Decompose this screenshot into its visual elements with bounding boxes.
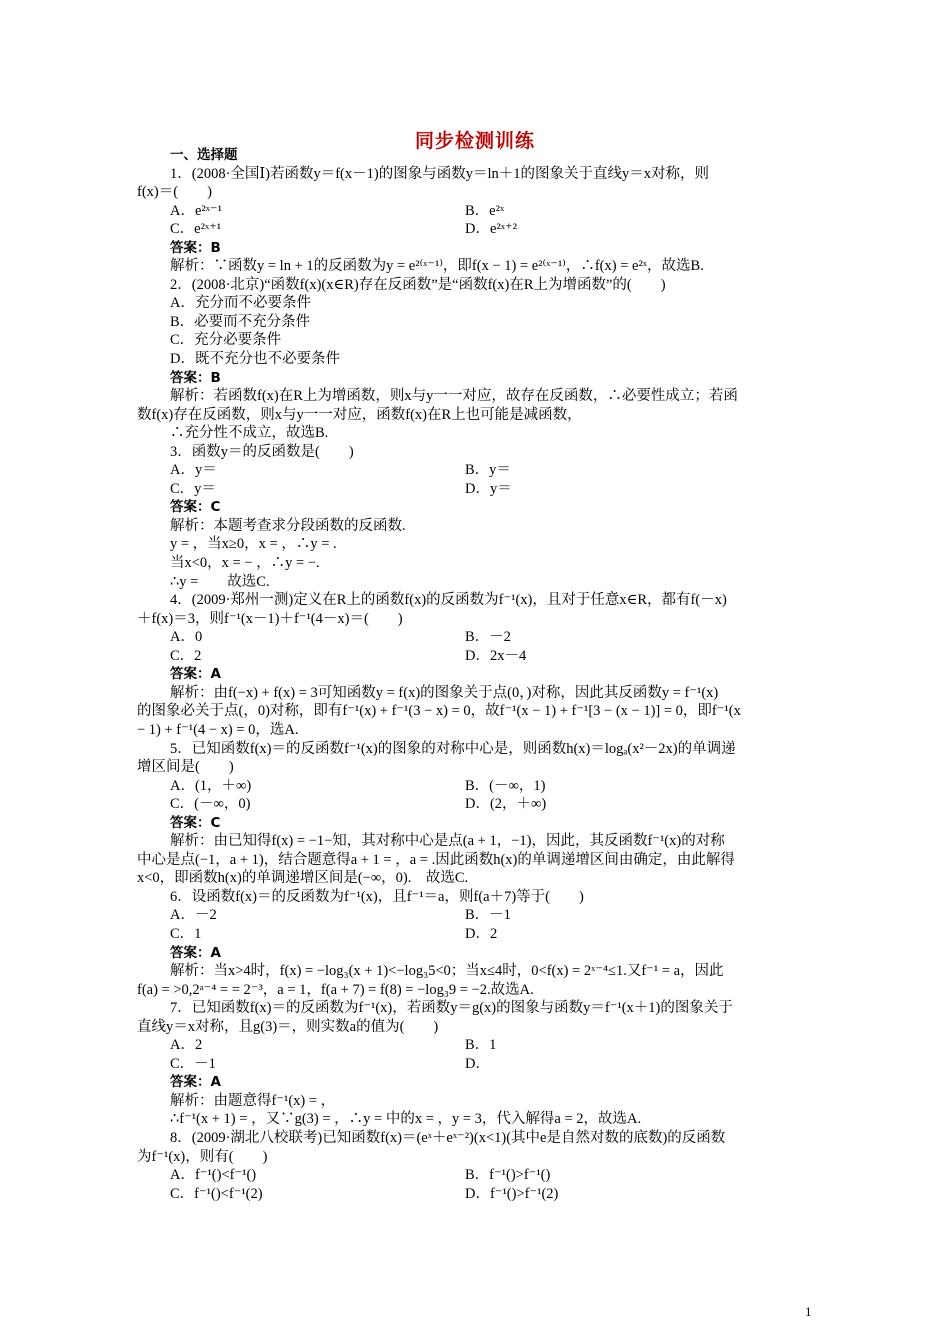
text-line: 当x<0，x = − ，∴y = −. xyxy=(170,555,320,572)
option-row xyxy=(137,906,813,925)
option-left: C．(－∞，0) xyxy=(170,796,251,813)
option-row xyxy=(137,1055,813,1074)
option-left: C．f⁻¹()<f⁻¹(2) xyxy=(170,1185,263,1202)
text-line: 4．(2009·郑州一测)定义在R上的函数f(x)的反函数为f⁻¹(x)，且对于任意x∈R，都有f(－x) xyxy=(170,592,727,609)
text-line: f(x)＝( ) xyxy=(137,184,212,201)
option-left: C．e²ˣ⁺¹ xyxy=(170,221,222,238)
option-right: B．－1 xyxy=(465,907,511,924)
option-right: D．2x－4 xyxy=(465,647,527,664)
option-left: C．y＝ xyxy=(170,480,216,497)
option-row xyxy=(137,925,813,944)
option-row xyxy=(137,480,813,499)
section-heading: 一、选择题 xyxy=(170,147,238,163)
text-line: 解析：当x>4时，f(x) = −log₃(x + 1)<−log₃5<0；当x≤4时，0<f(x) = 2ˣ⁻⁴≤1.又f⁻¹ = a，因此 xyxy=(170,963,724,980)
text-line: D．既不充分也不必要条件 xyxy=(170,351,340,368)
option-right: B．f⁻¹()>f⁻¹() xyxy=(465,1167,551,1184)
option-right: D．y＝ xyxy=(465,480,512,497)
option-right: D．e²ˣ⁺² xyxy=(465,221,517,238)
text-line: 8．(2009·湖北八校联考)已知函数f(x)＝(eˣ＋eˣ⁻²)(x<1)(其中e是自然对数的底数)的反函数 xyxy=(170,1129,726,1146)
text-line: 数f(x)存在反函数，则x与y一一对应，函数f(x)在R上也可能是减函数， xyxy=(137,406,582,423)
text-line: 中心是点(−1，a + 1)，结合题意得a + 1 = ，a = .因此函数h(x)的单调递增区间由确定，由此解得 xyxy=(137,851,735,868)
text-line: 为f⁻¹(x)，则有( ) xyxy=(137,1148,268,1165)
page-title: 同步检测训练 xyxy=(414,130,535,152)
text-line: y = ，当x≥0，x = ，∴y = . xyxy=(170,536,337,553)
option-left: A．f⁻¹()<f⁻¹() xyxy=(170,1167,257,1184)
answer-line: 答案：A xyxy=(170,666,221,683)
option-left: A．(1，＋∞) xyxy=(170,777,252,794)
option-right: D． xyxy=(465,1055,490,1072)
option-right: B．e²ˣ xyxy=(465,202,505,219)
text-line: 5．已知函数f(x)＝的反函数f⁻¹(x)的图象的对称中心是，则函数h(x)＝logₐ(x²－2x)的单调递 xyxy=(170,740,736,757)
text-line: B．必要而不充分条件 xyxy=(170,313,311,330)
text-line: A．充分而不必要条件 xyxy=(170,295,311,312)
text-line: 直线y＝x对称，且g(3)＝，则实数a的值为( ) xyxy=(137,1018,439,1035)
text-line: ∴f⁻¹(x + 1) = ，又∵g(3) = ，∴y = 中的x = ，y = 3，代入解得a = 2，故选A. xyxy=(170,1111,642,1128)
option-left: A．0 xyxy=(170,629,203,646)
option-row xyxy=(137,1185,813,1204)
option-row xyxy=(137,1036,813,1055)
text-line: 7．已知函数f(x)＝的反函数为f⁻¹(x)，若函数y＝g(x)的图象与函数y＝f⁻¹(x＋1)的图象关于 xyxy=(170,1000,733,1017)
option-row xyxy=(137,220,813,239)
option-right: B．y＝ xyxy=(465,462,511,479)
text-line: 3．函数y＝的反函数是( ) xyxy=(170,443,354,460)
option-right: B．(－∞，1) xyxy=(465,777,546,794)
option-left: A．e²ˣ⁻¹ xyxy=(170,202,222,219)
text-line: f(a) = >0,2ᵃ⁻⁴ = = 2⁻³，a = 1，f(a + 7) = f(8) = −log₃9 = −2.故选A. xyxy=(137,981,534,998)
option-left: A．－2 xyxy=(170,907,217,924)
text-line: ∴y = 故选C. xyxy=(170,573,270,590)
document-body xyxy=(137,146,813,1203)
answer-line: 答案：B xyxy=(170,239,221,256)
text-line: ＋f(x)＝3，则f⁻¹(x－1)＋f⁻¹(4－x)＝( ) xyxy=(137,610,403,627)
option-right: B．1 xyxy=(465,1037,497,1054)
text-line: x<0，即函数h(x)的单调递增区间是(−∞，0). 故选C. xyxy=(137,870,469,887)
option-row xyxy=(137,647,813,666)
text-line: 解析：∵函数y = ln + 1的反函数为y = e²⁽ˣ⁻¹⁾，即f(x − 1) = e²⁽ˣ⁻¹⁾，∴f(x) = e²ˣ，故选B. xyxy=(170,258,704,275)
answer-line: 答案：B xyxy=(170,369,221,386)
text-line: 解析：由已知得f(x) = −1−知，其对称中心是点(a + 1，−1)，因此，其反函数f⁻¹(x)的对称 xyxy=(170,833,725,850)
text-line: C．充分必要条件 xyxy=(170,332,282,349)
option-left: C．2 xyxy=(170,647,202,664)
text-line: 的图象必关于点(，0)对称，即有f⁻¹(x) + f⁻¹(3 − x) = 0，故f⁻¹(x − 1) + f⁻¹[3 − (x − 1)] = 0，即f⁻¹(x xyxy=(137,703,741,720)
option-row xyxy=(137,628,813,647)
answer-line: 答案：C xyxy=(170,814,221,831)
text-line: 解析：若函数f(x)在R上为增函数，则x与y一一对应，故存在反函数，∴必要性成立；若函 xyxy=(170,388,738,405)
text-line: 1．(2008·全国Ⅰ)若函数y＝f(x－1)的图象与函数y＝ln＋1的图象关于直线y＝x对称，则 xyxy=(170,165,709,182)
option-row xyxy=(137,1166,813,1185)
answer-line: 答案：A xyxy=(170,1074,221,1091)
answer-line: 答案：A xyxy=(170,944,221,961)
text-line: 6．设函数f(x)＝的反函数为f⁻¹(x)，且f⁻¹＝a，则f(a＋7)等于( ) xyxy=(170,888,584,905)
answer-line: 答案：C xyxy=(170,499,221,516)
text-line: − 1) + f⁻¹(4 − x) = 0，选A. xyxy=(137,721,299,738)
option-left: C．－1 xyxy=(170,1055,216,1072)
page-number: 1 xyxy=(805,1304,812,1319)
option-row xyxy=(137,202,813,221)
option-right: D．f⁻¹()>f⁻¹(2) xyxy=(465,1185,559,1202)
option-row xyxy=(137,461,813,480)
option-left: A．2 xyxy=(170,1037,203,1054)
option-right: D．2 xyxy=(465,925,498,942)
option-right: D．(2，＋∞) xyxy=(465,796,547,813)
text-line: 解析：由题意得f⁻¹(x) = ， xyxy=(170,1092,336,1109)
text-line: 2．(2008·北京)“函数f(x)(x∈R)存在反函数”是“函数f(x)在R上为增函数”的( ) xyxy=(170,276,666,293)
option-left: A．y＝ xyxy=(170,462,217,479)
text-line: ∴充分性不成立，故选B. xyxy=(170,425,329,442)
option-right: B．－2 xyxy=(465,629,511,646)
option-row xyxy=(137,795,813,814)
option-row xyxy=(137,777,813,796)
option-left: C．1 xyxy=(170,925,202,942)
text-line: 解析：本题考查求分段函数的反函数. xyxy=(170,517,406,534)
text-line: 解析：由f(−x) + f(x) = 3可知函数y = f(x)的图象关于点(0，)对称，因此其反函数y = f⁻¹(x) xyxy=(170,684,719,701)
text-line: 增区间是( ) xyxy=(137,759,234,776)
